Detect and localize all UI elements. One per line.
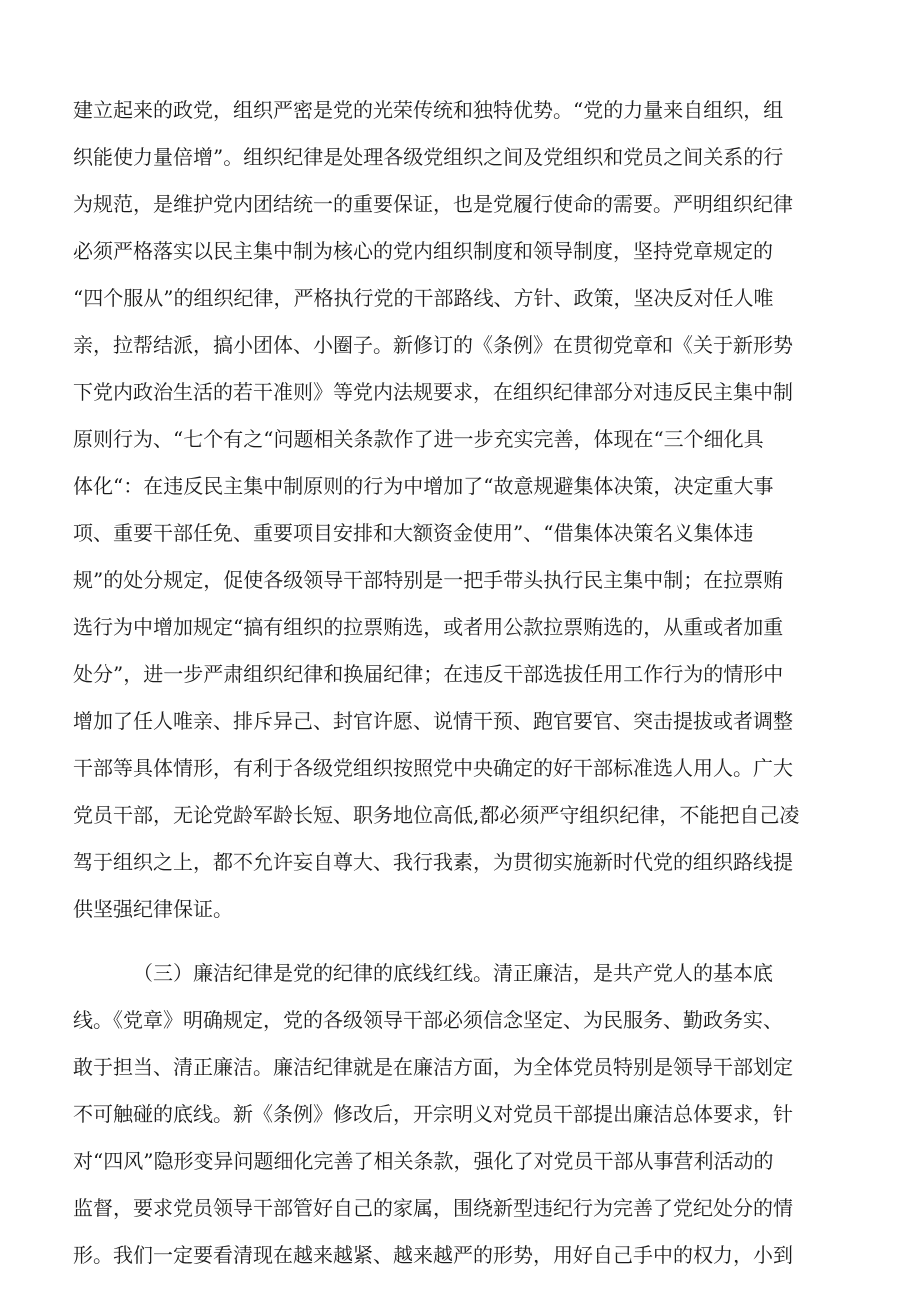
text-line: 对“四风”隐形变异问题细化完善了相关条款，强化了对党员干部从事营利活动的	[73, 1149, 774, 1173]
text-line: 下党内政治生活的若干准则》等党内法规要求，在组织纪律部分对违反民主集中制	[73, 380, 793, 404]
text-line: 干部等具体情形，有利于各级党组织按照党中央确定的好干部标准选人用人。广大	[73, 756, 793, 780]
text-line: 织能使力量倍增”。组织纪律是处理各级党组织之间及党组织和党员之间关系的行	[73, 145, 784, 169]
text-line: 为规范，是维护党内团结统一的重要保证，也是党履行使命的需要。严明组织纪律	[73, 192, 793, 216]
text-line: 监督，要求党员领导干部管好自己的家属，围绕新型违纪行为完善了党纪处分的情	[73, 1196, 793, 1220]
text-line: 体化“：在违反民主集中制原则的行为中增加了“故意规避集体决策，决定重大事	[73, 474, 774, 498]
text-line: 建立起来的政党，组织严密是党的光荣传统和独特优势。“党的力量来自组织，组	[73, 98, 784, 122]
text-line: 敢于担当、清正廉洁。廉洁纪律就是在廉洁方面，为全体党员特别是领导干部划定	[73, 1055, 793, 1079]
text-line: 增加了任人唯亲、排斥异己、封官许愿、说情干预、跑官要官、突击提拔或者调整	[73, 709, 793, 733]
text-line: 党员干部，无论党龄军龄长短、职务地位高低,都必须严守组织纪律，不能把自己凌	[73, 803, 800, 827]
text-line: 供坚强纪律保证。	[73, 897, 233, 921]
text-line: 选行为中增加规定“搞有组织的拉票贿选，或者用公款拉票贿选的，从重或者加重	[73, 615, 784, 639]
text-line: “四个服从”的组织纪律，严格执行党的干部路线、方针、政策，坚决反对任人唯	[73, 286, 774, 310]
text-line: 原则行为、“七个有之“问题相关条款作了进一步充实完善，体现在“三个细化具	[73, 427, 764, 451]
text-line: 项、重要干部任免、重要项目安排和大额资金使用”、“借集体决策名义集体违	[73, 521, 754, 545]
text-line: 必须严格落实以民主集中制为核心的党内组织制度和领导制度，坚持党章规定的	[73, 239, 773, 263]
text-line: 线。《党章》明确规定，党的各级领导干部必须信念坚定、为民服务、勤政务实、	[73, 1008, 783, 1032]
text-line: 处分”，进一步严肃组织纪律和换届纪律；在违反干部选拔任用工作行为的情形中	[73, 662, 784, 686]
text-line: 不可触碰的底线。新《条例》修改后，开宗明义对党员干部提出廉洁总体要求，针	[73, 1102, 793, 1126]
text-line: 规”的处分规定，促使各级领导干部特别是一把手带头执行民主集中制；在拉票贿	[73, 568, 784, 592]
text-line: 亲，拉帮结派，搞小团体、小圈子。新修订的《条例》在贯彻党章和《关于新形势	[73, 333, 793, 357]
text-line: 形。我们一定要看清现在越来越紧、越来越严的形势，用好自己手中的权力，小到	[73, 1243, 793, 1267]
text-line: 驾于组织之上，都不允许妄自尊大、我行我素，为贯彻实施新时代党的组织路线提	[73, 850, 793, 874]
section-heading-line: （三）廉洁纪律是党的纪律的底线红线。清正廉洁，是共产党人的基本底	[133, 961, 773, 985]
